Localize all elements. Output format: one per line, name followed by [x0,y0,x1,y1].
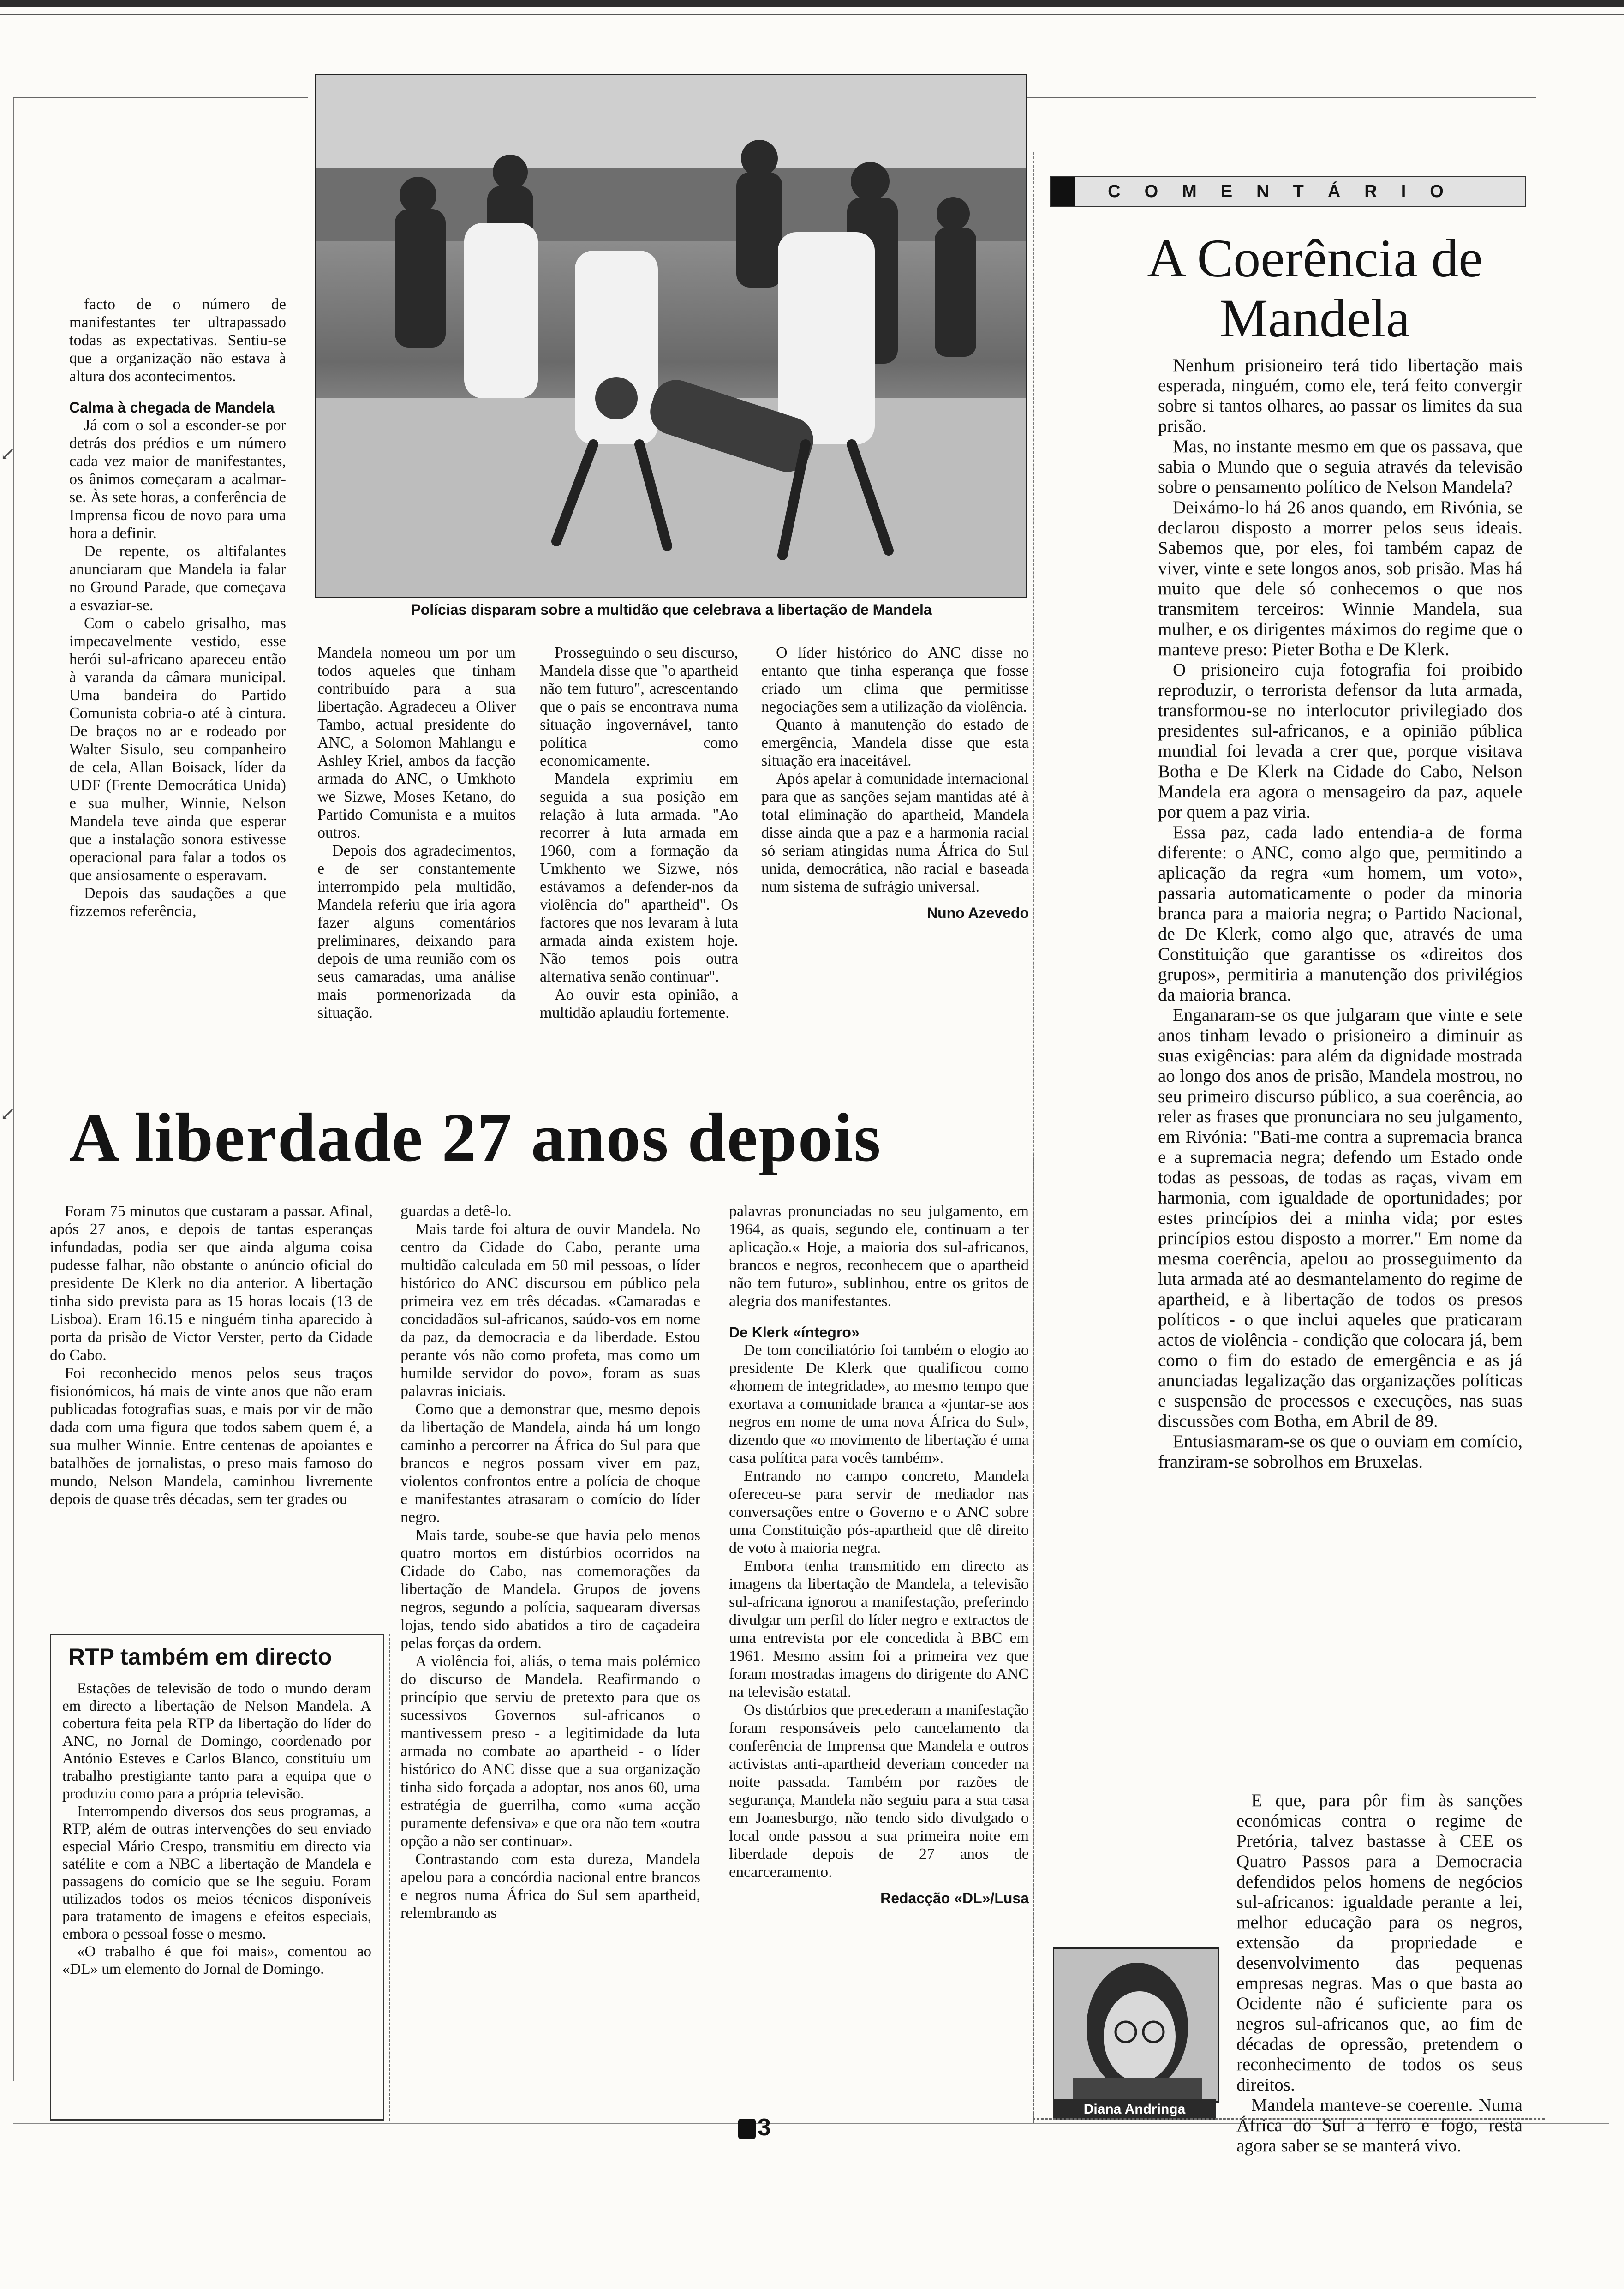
comment-bottom-rule [1033,2118,1545,2120]
paragraph: Mais tarde foi altura de ouvir Mandela. No centro da Cidade do Cabo, perante uma multidão calculada em 50 mil pessoas, o líder histórico do ANC discursou em público pela primeira vez em três décadas. «Camaradas e concidadãos sul-africanos, saúdo-vos em nome da paz, da democracia e da liberdade. Estou perante vós não como profeta, mas como um humilde servidor do povo», foram as suas palavras iniciais. [400,1221,700,1400]
paragraph: Foram 75 minutos que custaram a passar. Afinal, após 27 anos, e depois de tantas esperanças infundadas, podia ser que ainda alguma coisa pudesse falhar, não obstante o anúncio oficial do presidente De Klerk no dia anterior. A libertação tinha sido prevista para as 15 horas locais (13 de Lisboa). Eram 16.15 e ninguém tinha aparecido à porta da prisão de Victor Verster, perto da Cidade do Cabo. [50,1203,373,1364]
column-separator [1033,1154,1034,2123]
paragraph: Após apelar à comunidade internacional para que as sanções sejam mantidas até à total eliminação do apartheid, Mandela disse ainda que a paz e a harmonia racial só seriam atingidas numa África do Sul unida, democrática, não racial e baseada num sistema de sufrágio universal. [761,770,1029,895]
column-separator [389,1634,390,2121]
comment-label-square [1051,177,1075,206]
paragraph: Os distúrbios que precederam a manifestação foram responsáveis pelo cancelamento da conferência de Imprensa que Mandela e outros activistas anti-apartheid deveriam conceder na noite passada. Também por razões de segurança, Mandela não seguiu para a sua casa em Joanesburgo, não tendo sido divulgado o local onde passou a sua primeira noite em liberdade depois de 27 anos de encarceramento. [729,1702,1029,1881]
top-col-4 [761,644,1029,922]
comment-label: COMENTÁRIO [1108,182,1468,201]
main-col-3 [729,1202,1029,1907]
paragraph: Mandela exprimiu em seguida a sua posição em relação à luta armada. "Ao recorrer à luta armada em 1960, com a formação da Umkhento we Sizwe, nós estávamos a defender-nos da violência do" apartheid". Os factores que nos levaram à luta armada ainda existem hoje. Não temos pois outra alternativa senão continuar". [540,770,738,985]
rtp-box-title: RTP também em directo [68,1644,332,1670]
paragraph: Nenhum prisioneiro terá tido libertação mais esperada, ninguém, como ele, terá feito convergir sobre si tantos olhares, ao passar os limites da sua prisão. [1158,355,1522,436]
main-headline: A liberdade 27 anos depois [69,1099,882,1176]
top-col-1 [69,295,286,920]
newspaper-logo [738,2119,756,2139]
paragraph: Entrando no campo concreto, Mandela ofereceu-se para servir de mediador nas conversações entre o Governo e o ANC sobre uma Constituição pós-apartheid que dê direito de voto à maioria negra. [729,1468,1029,1557]
paragraph: Depois dos agradecimentos, e de ser constantemente interrompido pela multidão, Mandela referiu que iria agora fazer alguns comentários preliminares, deixando para depois de uma reunião com os seus camaradas, uma análise mais pormenorizada da situação. [317,842,516,1021]
paragraph: Contrastando com esta dureza, Mandela apelou para a concórdia nacional entre brancos e negros numa África do Sul sem apartheid, relembrando as [400,1851,700,1922]
byline: Nuno Azevedo [926,905,1029,921]
paragraph: O líder histórico do ANC disse no entanto que tinha esperança que fosse criado um clima que permitisse negociações sem a utilização da violência. [761,644,1029,715]
paragraph: De repente, os altifalantes anunciaram que Mandela ia falar no Ground Parade, que começava a esvaziar-se. [69,543,286,614]
paragraph: Embora tenha transmitido em directo as imagens da libertação de Mandela, a televisão sul-africana ignorou a manifestação, preferindo divulgar um perfil do líder negro e extractos de uma entrevista por ele concedida à BBC em 1961. Mesmo assim foi a primeira vez que foram mostradas imagens do dirigente do ANC na televisão estatal. [729,1558,1029,1701]
paragraph: Mas, no instante mesmo em que os passava, que sabia o Mundo que o seguia através da televisão sobre o pensamento político de Nelson Mandela? [1158,437,1522,497]
page-folio [738,2114,771,2141]
comment-label-bar [1050,176,1526,207]
author-portrait [1053,1947,1219,2103]
paragraph: Quanto à manutenção do estado de emergência, Mandela disse que esta situação era inaceitável. [761,716,1029,769]
top-col-2 [317,644,516,1022]
main-col-2 [400,1202,700,1922]
paragraph: facto de o número de manifestantes ter ultrapassado todas as expectativas. Sentiu-se que a organização não estava à altura dos acontecimentos. [69,296,286,385]
paragraph: De tom conciliatório foi também o elogio ao presidente De Klerk que qualificou como «homem de integridade», ao mesmo tempo que exortava a comunidade branca a «juntar-se aos negros em nome de uma nova África do Sul», dizendo que «o movimento de libertação é uma casa política para vocês também». [729,1342,1029,1467]
paragraph: «O trabalho é que foi mais», comentou ao «DL» um elemento do Jornal de Domingo. [62,1943,371,1977]
margin-mark: ↙ [0,1103,16,1124]
paragraph: Estações de televisão de todo o mundo deram em directo a libertação de Nelson Mandela. A cobertura feita pela RTP da libertação do líder do ANC, no Jornal de Domingo, coordenado por António Esteves e Carlos Blanco, constituiu um trabalho prestigiante tanto para a equipa que o produziu como para a própria televisão. [62,1680,371,1802]
paragraph: A violência foi, aliás, o tema mais polémico do discurso de Mandela. Reafirmando o princípio que serviu de pretexto para que os sucessivos Governos sul-africanos o mantivessem preso - a legitimidade da luta armada no combate ao apartheid - o líder histórico do ANC disse que a sua organização tinha sido forçada a adoptar, nos anos 60, uma estratégia de guerrilha, como «uma acção puramente defensiva» e que ora não tem «outra opção a não ser continuar». [400,1653,700,1850]
comment-body [1158,355,1522,1472]
paragraph: Enganaram-se os que julgaram que vinte e sete anos tinham levado o prisioneiro a diminuir as suas exigências: para além da dignidade mostrada ao longo dos anos de prisão, Mandela mostrou, no seu primeiro discurso público, a sua coerência, ao reler as frases que pronunciara no seu julgamento, em Rivónia: "Bati-me contra a supremacia branca e a supremacia negra; defendo um Estado onde todas as pessoas, de todas as raças, vivam em harmonia, com igualdade de oportunidades; por estes princípios dei a minha vida; por estes princípios estou disposto a morrer." Em nome da mesma coerência, apelou ao prosseguimento da luta armada até ao desmantelamento do regime de apartheid, e à libertação de todos os presos políticos - o que inclui aqueles que praticaram actos de violência - condição que colocara já, bem como o fim do estado de emergência e as já anunciadas legalização das organizações políticas e suspensão de processos e execuções, nas suas discussões com Botha, em Abril de 89. [1158,1005,1522,1431]
left-frame [13,97,14,2081]
paragraph: Mandela manteve-se coerente. Numa África do Sul a ferro e fogo, resta agora saber se se manterá vivo. [1236,2095,1522,2156]
page-number: 3 [758,2114,771,2141]
comment-body-end [1236,1791,1522,2156]
paragraph: E que, para pôr fim às sanções económicas contra o regime de Pretória, talvez bastasse à CEE os Quatro Passos para a Democracia defendidos pelos homens de negócios sul-africanos: igualdade perante a lei, melhor educação para os negros, extensão da propriedade e desenvolvimento das pequenas empresas negras. Mas o que basta ao Ocidente não é suficiente para os negros sul-africanos que, ao fim de décadas de opressão, pretendem o reconhecimento de todos os seus direitos. [1236,1791,1522,2095]
subheading: De Klerk «íntegro» [729,1324,860,1341]
subheading: Calma à chegada de Mandela [69,399,275,416]
paragraph: Prosseguindo o seu discurso, Mandela disse que "o apartheid não tem futuro", acrescentando que o país se encontrava numa situação ingovernável, tanto política como economicamente. [540,644,738,769]
paragraph: Interrompendo diversos dos seus programas, a RTP, além de outras intervenções do seu enviado especial Mário Crespo, transmitiu em directo via satélite e com a NBC a libertação de Mandela e passagens do comício que se lhe seguiu. Foram utilizados todos os meios técnicos disponíveis para tratamento de imagens e efeitos especiais, embora o pessoal fosse o mesmo. [62,1803,371,1942]
paragraph: Essa paz, cada lado entendia-a de forma diferente: o ANC, como algo que, permitindo a aplicação da regra «um homem, um voto», passaria automaticamente o poder da minoria branca para a maioria negra; o Partido Nacional, de De Klerk, como algo que, através de uma Constituição que garantisse os «direitos dos grupos», permitiria a manutenção dos privilégios da maioria branca. [1158,822,1522,1005]
comment-title: A Coerência de Mandela [1147,228,1483,348]
paragraph: Depois das saudações a que fizzemos referência, [69,885,286,920]
top-rule-thin [0,14,1624,15]
paragraph: guardas a detê-lo. [400,1203,512,1220]
author-name: Diana Andringa [1053,2099,1216,2120]
byline: Redacção «DL»/Lusa [880,1890,1029,1906]
rtp-box-body [62,1680,371,1978]
paragraph: Deixámo-lo há 26 anos quando, em Rivónia, se declarou disposto a morrer pelos seus ideais. Sabemos que, por eles, foi também capaz de viver, vinte e sete longos anos, sob prisão. Mas há muito que dele só conhecemos o que nos transmitem terceiros: Winnie Mandela, sua mulher, e os dirigentes máximos do regime que o manteve preso: Pieter Botha e De Klerk. [1158,497,1522,659]
paragraph: O prisioneiro cuja fotografia foi proibido reproduzir, o terrorista defensor da luta armada, transformou-se no interlocutor privilegiado dos presidentes sul-africanos, e a opinião pública mundial foi levada a crer que, porque visitava Botha e De Klerk na Cidade do Cabo, Nelson Mandela era agora o mensageiro da paz, aquele por quem a paz viria. [1158,660,1522,822]
paragraph: Ao ouvir esta opinião, a multidão aplaudiu fortemente. [540,986,738,1021]
main-col-1 [50,1202,373,1508]
paragraph: Entusiasmaram-se os que o ouviam em comício, franziram-se sobrolhos em Bruxelas. [1158,1432,1522,1472]
paragraph: Mais tarde, soube-se que havia pelo menos quatro mortos em distúrbios ocorridos na Cidade do Cabo, nas comemorações da libertação de Mandela. Grupos de jovens negros, segundo a polícia, saquearam diversas lojas, tendo sido abatidos a tiro de caçadeira pelas forças da ordem. [400,1527,700,1652]
top-rule [0,0,1624,7]
paragraph: Com o cabelo grisalho, mas impecavelmente vestido, esse herói sul-africano apareceu então à varanda da câmara municipal. Uma bandeira do Partido Comunista cobria-o até à cintura. De braços no ar e rodeado por Walter Sisulo, seu companheiro de cela, Allan Boisack, líder da UDF (Frente Democrática Unida) e sua mulher, Winnie, Nelson Mandela teve ainda que esperar que a instalação sonora estivesse operacional para falar a todos os que ansiosamente o esperavam. [69,615,286,884]
top-col-3 [540,644,738,1022]
paragraph: palavras pronunciadas no seu julgamento, em 1964, as quais, segundo ele, continuam a ter aplicação.« Hoje, a maioria dos sul-africanos, brancos e negros, reconhecem que o apartheid não tem futuro», sublinhou, entre os gritos de alegria dos manifestantes. [729,1203,1029,1310]
paragraph: Já com o sol a esconder-se por detrás dos prédios e um número cada vez maior de manifestantes, os ânimos começaram a acalmar-se. Às sete horas, a conferência de Imprensa ficou de novo para uma hora a definir. [69,417,286,542]
paragraph: Como que a demonstrar que, mesmo depois da libertação de Mandela, ainda há um longo caminho a percorrer na África do Sul para que brancos e negros possam viver em paz, violentos confrontos entre a polícia de choque e manifestantes atrasaram o comício do líder negro. [400,1401,700,1526]
frame-top-left [13,97,308,98]
photo-caption: Polícias disparam sobre a multidão que celebrava a libertação de Mandela [411,601,932,618]
paragraph: Mandela nomeou um por um todos aqueles que tinham contribuído para a sua libertação. Agradeceu a Oliver Tambo, actual presidente do ANC, a Solomon Mahlangu e Ashley Kriel, ambos da facção armada do ANC, o Umkhoto we Sizwe, Moses Ketano, do Partido Comunista e a muitos outros. [317,644,516,841]
news-photo [315,74,1027,598]
frame-top-right [1001,97,1536,98]
margin-mark: ↙ [0,443,16,464]
paragraph: Foi reconhecido menos pelos seus traços fisionómicos, há mais de vinte anos que não eram publicadas fotografias suas, e mais por vir de mão dada com uma figura que todos sabem quem é, a sua mulher Winnie. Entre centenas de apoiantes e batalhões de jornalistas, o preso mais famoso do mundo, Nelson Mandela, caminhou livremente depois de quase três décadas, sem ter grades ou [50,1365,373,1508]
